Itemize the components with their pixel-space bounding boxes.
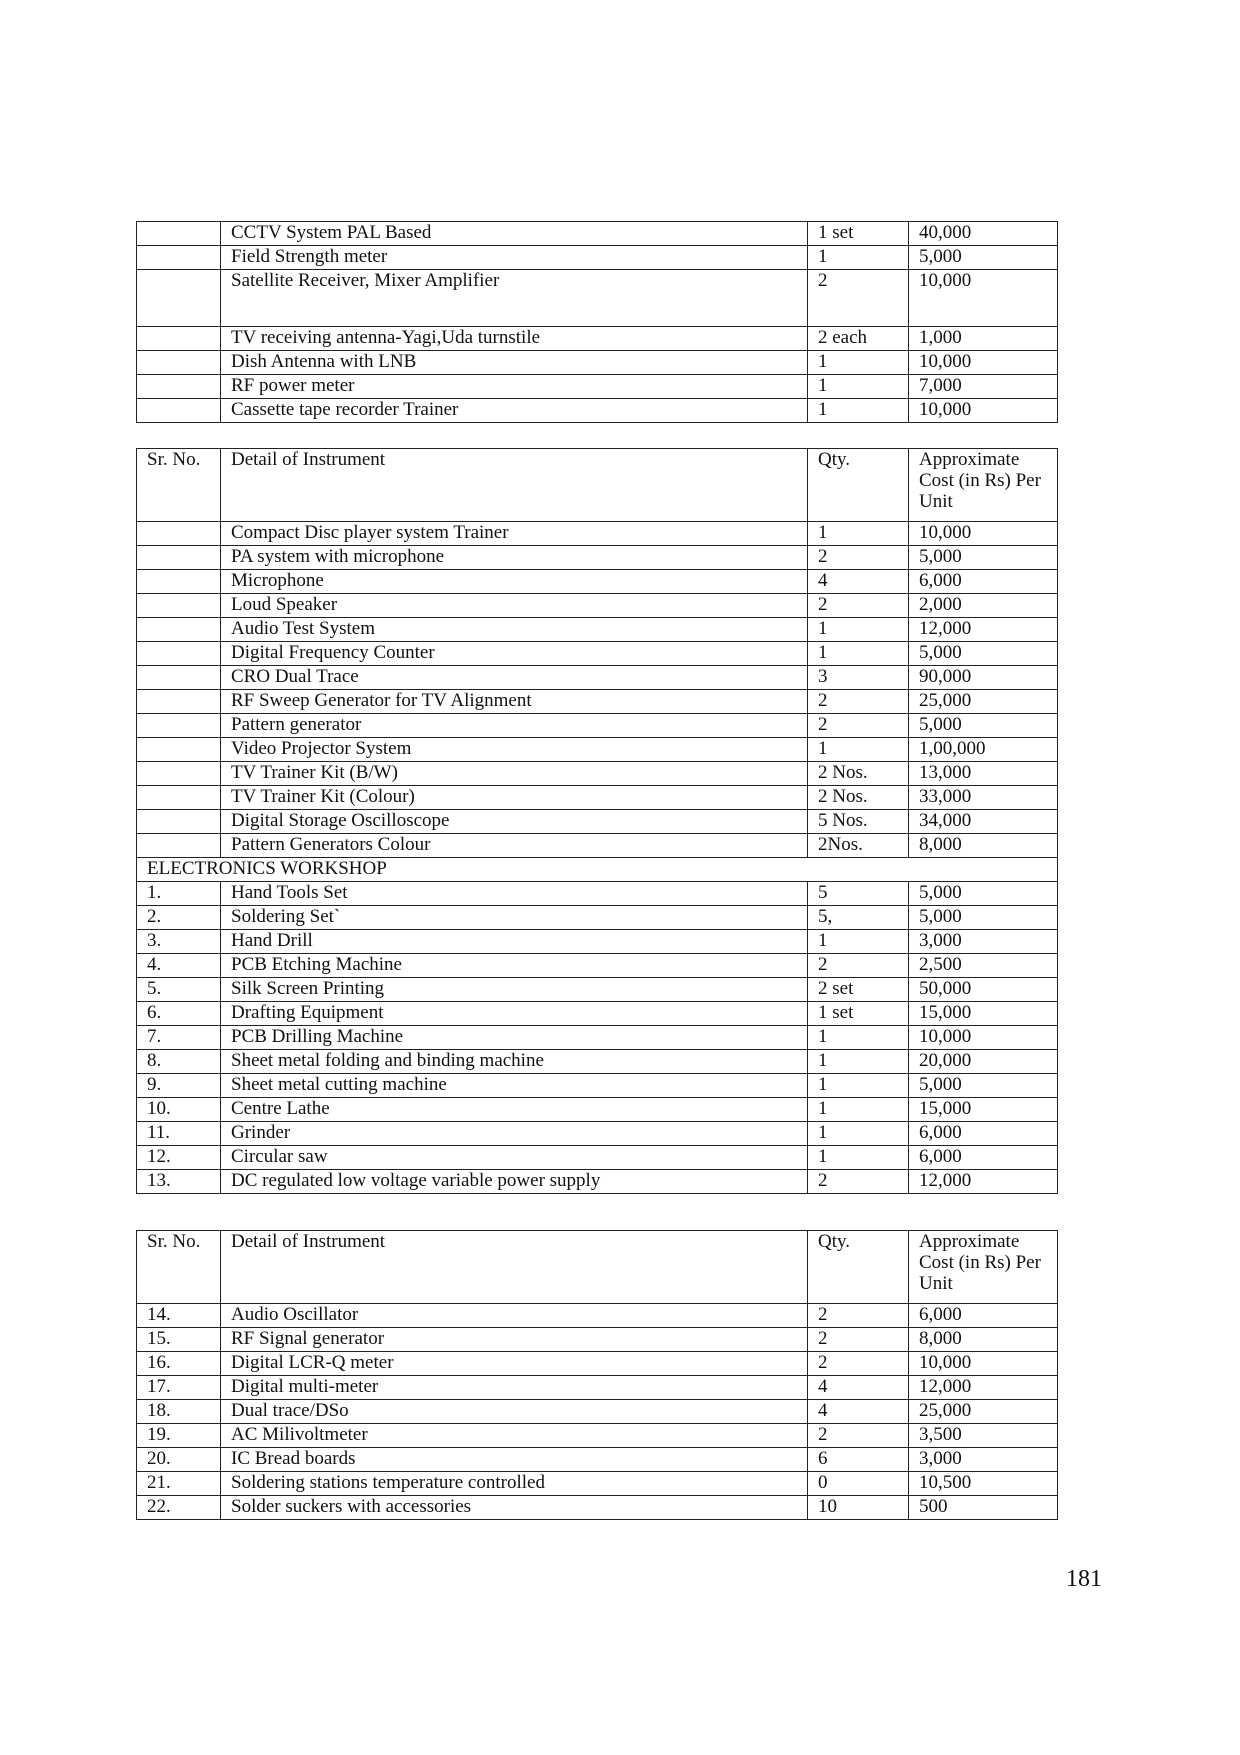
table-row: [137, 882, 1058, 906]
equipment-table-3: [136, 1230, 1058, 1520]
cost-cell: 3,000: [909, 1448, 1058, 1472]
qty-cell: 1: [808, 246, 909, 270]
table-row: [137, 327, 1058, 351]
qty-cell: 2 Nos.: [808, 786, 909, 810]
qty-cell: 2 Nos.: [808, 762, 909, 786]
instrument-cell: CRO Dual Trace: [221, 666, 808, 690]
table-row: [137, 1002, 1058, 1026]
cost-cell: 10,000: [909, 1026, 1058, 1050]
cost-cell: 2,000: [909, 594, 1058, 618]
sr-no-cell: [137, 546, 221, 570]
table-row: [137, 642, 1058, 666]
cost-cell: 10,000: [909, 270, 1058, 327]
sr-no-cell: [137, 786, 221, 810]
instrument-cell: Pattern generator: [221, 714, 808, 738]
qty-cell: 1: [808, 930, 909, 954]
sr-no-cell: 11.: [137, 1122, 221, 1146]
instrument-cell: Satellite Receiver, Mixer Amplifier: [221, 270, 808, 327]
table-row: [137, 594, 1058, 618]
sr-no-cell: [137, 690, 221, 714]
header-cost: Approximate Cost (in Rs) Per Unit: [909, 449, 1058, 522]
sr-no-cell: [137, 270, 221, 327]
cost-cell: 5,000: [909, 546, 1058, 570]
qty-cell: 2: [808, 270, 909, 327]
instrument-cell: Dish Antenna with LNB: [221, 351, 808, 375]
sr-no-cell: 19.: [137, 1424, 221, 1448]
qty-cell: 1 set: [808, 222, 909, 246]
qty-cell: 2Nos.: [808, 834, 909, 858]
cost-cell: 5,000: [909, 246, 1058, 270]
instrument-cell: Compact Disc player system Trainer: [221, 522, 808, 546]
qty-cell: 1: [808, 1074, 909, 1098]
cost-cell: 2,500: [909, 954, 1058, 978]
cost-cell: 13,000: [909, 762, 1058, 786]
instrument-cell: Hand Drill: [221, 930, 808, 954]
cost-cell: 20,000: [909, 1050, 1058, 1074]
cost-cell: 8,000: [909, 1328, 1058, 1352]
qty-cell: 1: [808, 522, 909, 546]
cost-cell: 34,000: [909, 810, 1058, 834]
qty-cell: 1: [808, 738, 909, 762]
cost-cell: 6,000: [909, 1122, 1058, 1146]
cost-cell: 3,500: [909, 1424, 1058, 1448]
cost-cell: 8,000: [909, 834, 1058, 858]
sr-no-cell: 22.: [137, 1496, 221, 1520]
qty-cell: 1: [808, 399, 909, 423]
instrument-cell: Audio Oscillator: [221, 1304, 808, 1328]
qty-cell: 1: [808, 642, 909, 666]
table-row: [137, 1170, 1058, 1194]
table-row: [137, 1146, 1058, 1170]
qty-cell: 2: [808, 594, 909, 618]
qty-cell: 1: [808, 1146, 909, 1170]
page-number: 181: [1066, 1566, 1102, 1592]
instrument-cell: PCB Drilling Machine: [221, 1026, 808, 1050]
cost-cell: 12,000: [909, 1376, 1058, 1400]
section-heading-row: [137, 858, 1058, 882]
sr-no-cell: [137, 738, 221, 762]
instrument-cell: Centre Lathe: [221, 1098, 808, 1122]
sr-no-cell: [137, 222, 221, 246]
table-row: [137, 1400, 1058, 1424]
table-row: [137, 1050, 1058, 1074]
cost-cell: 6,000: [909, 1146, 1058, 1170]
sr-no-cell: 17.: [137, 1376, 221, 1400]
sr-no-cell: [137, 570, 221, 594]
qty-cell: 2 each: [808, 327, 909, 351]
table-row: [137, 246, 1058, 270]
sr-no-cell: [137, 714, 221, 738]
sr-no-cell: 7.: [137, 1026, 221, 1050]
section-heading: ELECTRONICS WORKSHOP: [137, 858, 1058, 882]
qty-cell: 2: [808, 1328, 909, 1352]
table-row: [137, 1026, 1058, 1050]
instrument-cell: RF Signal generator: [221, 1328, 808, 1352]
instrument-cell: Digital LCR-Q meter: [221, 1352, 808, 1376]
table-row: [137, 1328, 1058, 1352]
sr-no-cell: [137, 594, 221, 618]
sr-no-cell: [137, 834, 221, 858]
table-row: [137, 978, 1058, 1002]
sr-no-cell: 4.: [137, 954, 221, 978]
cost-cell: 5,000: [909, 714, 1058, 738]
instrument-cell: Audio Test System: [221, 618, 808, 642]
qty-cell: 1: [808, 375, 909, 399]
qty-cell: 5 Nos.: [808, 810, 909, 834]
table-row: [137, 1448, 1058, 1472]
sr-no-cell: [137, 810, 221, 834]
table-row: [137, 738, 1058, 762]
cost-cell: 6,000: [909, 1304, 1058, 1328]
table-header-row: [137, 449, 1058, 522]
sr-no-cell: 13.: [137, 1170, 221, 1194]
cost-cell: 12,000: [909, 618, 1058, 642]
table-row: [137, 618, 1058, 642]
cost-cell: 3,000: [909, 930, 1058, 954]
table-row: [137, 1472, 1058, 1496]
sr-no-cell: 1.: [137, 882, 221, 906]
sr-no-cell: 10.: [137, 1098, 221, 1122]
instrument-cell: Video Projector System: [221, 738, 808, 762]
sr-no-cell: 15.: [137, 1328, 221, 1352]
instrument-cell: Digital Frequency Counter: [221, 642, 808, 666]
sr-no-cell: 9.: [137, 1074, 221, 1098]
instrument-cell: CCTV System PAL Based: [221, 222, 808, 246]
sr-no-cell: 2.: [137, 906, 221, 930]
instrument-cell: Sheet metal cutting machine: [221, 1074, 808, 1098]
instrument-cell: Solder suckers with accessories: [221, 1496, 808, 1520]
qty-cell: 1: [808, 1098, 909, 1122]
sr-no-cell: 5.: [137, 978, 221, 1002]
header-detail: Detail of Instrument: [221, 449, 808, 522]
sr-no-cell: [137, 618, 221, 642]
instrument-cell: Field Strength meter: [221, 246, 808, 270]
qty-cell: 4: [808, 570, 909, 594]
sr-no-cell: 3.: [137, 930, 221, 954]
instrument-cell: Digital multi-meter: [221, 1376, 808, 1400]
header-cost: Approximate Cost (in Rs) Per Unit: [909, 1231, 1058, 1304]
table-row: [137, 1122, 1058, 1146]
qty-cell: 1: [808, 1122, 909, 1146]
qty-cell: 2: [808, 1304, 909, 1328]
qty-cell: 2: [808, 1424, 909, 1448]
table-row: [137, 351, 1058, 375]
instrument-cell: Soldering Set`: [221, 906, 808, 930]
equipment-table-1: [136, 221, 1058, 423]
cost-cell: 6,000: [909, 570, 1058, 594]
cost-cell: 5,000: [909, 882, 1058, 906]
table-row: [137, 270, 1058, 327]
cost-cell: 7,000: [909, 375, 1058, 399]
header-qty: Qty.: [808, 449, 909, 522]
instrument-cell: Digital Storage Oscilloscope: [221, 810, 808, 834]
qty-cell: 4: [808, 1400, 909, 1424]
cost-cell: 15,000: [909, 1098, 1058, 1122]
qty-cell: 1 set: [808, 1002, 909, 1026]
table-row: [137, 570, 1058, 594]
qty-cell: 1: [808, 1026, 909, 1050]
table-row: [137, 399, 1058, 423]
cost-cell: 25,000: [909, 1400, 1058, 1424]
qty-cell: 0: [808, 1472, 909, 1496]
cost-cell: 5,000: [909, 906, 1058, 930]
sr-no-cell: 14.: [137, 1304, 221, 1328]
table-row: [137, 1424, 1058, 1448]
instrument-cell: Pattern Generators Colour: [221, 834, 808, 858]
cost-cell: 40,000: [909, 222, 1058, 246]
table-row: [137, 1496, 1058, 1520]
table-row: [137, 834, 1058, 858]
table-row: [137, 222, 1058, 246]
table-row: [137, 786, 1058, 810]
sr-no-cell: [137, 375, 221, 399]
table-row: [137, 1376, 1058, 1400]
instrument-cell: Dual trace/DSo: [221, 1400, 808, 1424]
table-row: [137, 546, 1058, 570]
cost-cell: 500: [909, 1496, 1058, 1520]
table-row: [137, 690, 1058, 714]
cost-cell: 15,000: [909, 1002, 1058, 1026]
header-qty: Qty.: [808, 1231, 909, 1304]
instrument-cell: TV Trainer Kit (B/W): [221, 762, 808, 786]
table-row: [137, 810, 1058, 834]
table-row: [137, 714, 1058, 738]
cost-cell: 10,000: [909, 351, 1058, 375]
cost-cell: 33,000: [909, 786, 1058, 810]
instrument-cell: Grinder: [221, 1122, 808, 1146]
instrument-cell: RF Sweep Generator for TV Alignment: [221, 690, 808, 714]
qty-cell: 2: [808, 954, 909, 978]
cost-cell: 10,000: [909, 1352, 1058, 1376]
instrument-cell: Silk Screen Printing: [221, 978, 808, 1002]
instrument-cell: Circular saw: [221, 1146, 808, 1170]
qty-cell: 2: [808, 1352, 909, 1376]
sr-no-cell: [137, 399, 221, 423]
cost-cell: 25,000: [909, 690, 1058, 714]
cost-cell: 10,000: [909, 522, 1058, 546]
instrument-cell: Sheet metal folding and binding machine: [221, 1050, 808, 1074]
qty-cell: 2: [808, 690, 909, 714]
instrument-cell: PCB Etching Machine: [221, 954, 808, 978]
sr-no-cell: 6.: [137, 1002, 221, 1026]
table-row: [137, 906, 1058, 930]
instrument-cell: DC regulated low voltage variable power supply: [221, 1170, 808, 1194]
sr-no-cell: 20.: [137, 1448, 221, 1472]
sr-no-cell: [137, 666, 221, 690]
instrument-cell: RF power meter: [221, 375, 808, 399]
table-header-row: [137, 1231, 1058, 1304]
cost-cell: 90,000: [909, 666, 1058, 690]
instrument-cell: Loud Speaker: [221, 594, 808, 618]
sr-no-cell: [137, 351, 221, 375]
header-sr-no: Sr. No.: [137, 449, 221, 522]
qty-cell: 2 set: [808, 978, 909, 1002]
instrument-cell: IC Bread boards: [221, 1448, 808, 1472]
sr-no-cell: 12.: [137, 1146, 221, 1170]
cost-cell: 1,00,000: [909, 738, 1058, 762]
cost-cell: 5,000: [909, 1074, 1058, 1098]
qty-cell: 2: [808, 546, 909, 570]
qty-cell: 1: [808, 618, 909, 642]
cost-cell: 5,000: [909, 642, 1058, 666]
sr-no-cell: [137, 246, 221, 270]
table-row: [137, 1074, 1058, 1098]
sr-no-cell: 21.: [137, 1472, 221, 1496]
cost-cell: 10,500: [909, 1472, 1058, 1496]
table-row: [137, 954, 1058, 978]
table-row: [137, 1352, 1058, 1376]
header-detail: Detail of Instrument: [221, 1231, 808, 1304]
qty-cell: 3: [808, 666, 909, 690]
instrument-cell: Soldering stations temperature controlled: [221, 1472, 808, 1496]
sr-no-cell: 18.: [137, 1400, 221, 1424]
table-row: [137, 930, 1058, 954]
cost-cell: 50,000: [909, 978, 1058, 1002]
instrument-cell: Microphone: [221, 570, 808, 594]
cost-cell: 12,000: [909, 1170, 1058, 1194]
table-row: [137, 762, 1058, 786]
instrument-cell: Cassette tape recorder Trainer: [221, 399, 808, 423]
sr-no-cell: [137, 327, 221, 351]
cost-cell: 1,000: [909, 327, 1058, 351]
qty-cell: 1: [808, 351, 909, 375]
instrument-cell: TV receiving antenna-Yagi,Uda turnstile: [221, 327, 808, 351]
sr-no-cell: 16.: [137, 1352, 221, 1376]
qty-cell: 2: [808, 714, 909, 738]
qty-cell: 2: [808, 1170, 909, 1194]
qty-cell: 10: [808, 1496, 909, 1520]
equipment-table-2: [136, 448, 1058, 1194]
sr-no-cell: [137, 762, 221, 786]
cost-cell: 10,000: [909, 399, 1058, 423]
qty-cell: 6: [808, 1448, 909, 1472]
sr-no-cell: [137, 522, 221, 546]
instrument-cell: TV Trainer Kit (Colour): [221, 786, 808, 810]
sr-no-cell: [137, 642, 221, 666]
instrument-cell: AC Milivoltmeter: [221, 1424, 808, 1448]
table-row: [137, 666, 1058, 690]
instrument-cell: Drafting Equipment: [221, 1002, 808, 1026]
header-sr-no: Sr. No.: [137, 1231, 221, 1304]
instrument-cell: Hand Tools Set: [221, 882, 808, 906]
qty-cell: 1: [808, 1050, 909, 1074]
table-row: [137, 1304, 1058, 1328]
qty-cell: 4: [808, 1376, 909, 1400]
instrument-cell: PA system with microphone: [221, 546, 808, 570]
sr-no-cell: 8.: [137, 1050, 221, 1074]
table-row: [137, 522, 1058, 546]
qty-cell: 5,: [808, 906, 909, 930]
table-row: [137, 1098, 1058, 1122]
table-row: [137, 375, 1058, 399]
qty-cell: 5: [808, 882, 909, 906]
